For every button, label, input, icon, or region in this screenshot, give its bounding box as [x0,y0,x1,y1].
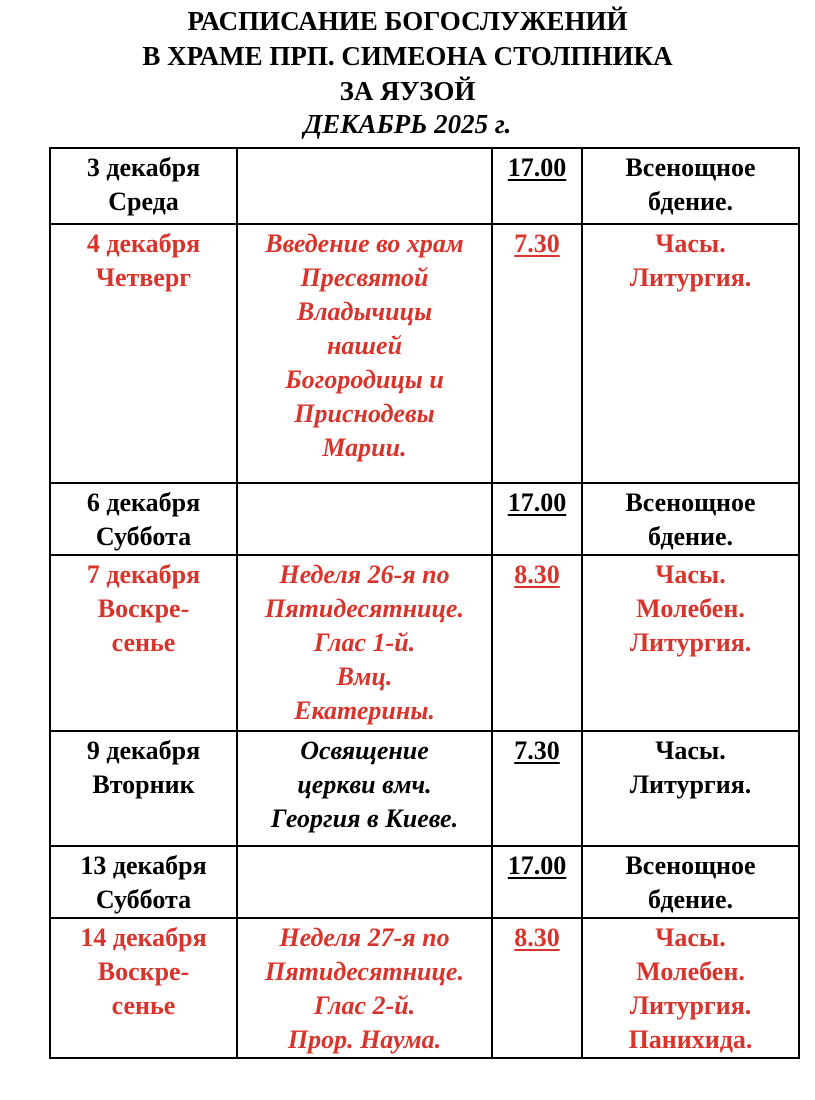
date-text: 7 декабря [86,560,201,589]
service-time: 17.00 [507,488,567,517]
weekday-text: Четверг [95,263,192,292]
feast-text: Вмц. [336,662,393,691]
date-cell [50,483,237,555]
service-text: Часы. [655,229,726,258]
feast-text: Прор. Наума. [287,1025,442,1054]
service-cell [582,224,799,483]
service-text: бдение. [647,187,734,216]
feast-text: Введение во храм [265,229,464,258]
feast-cell [237,483,492,555]
schedule-header [0,4,815,139]
weekday-text: сенье [111,628,176,657]
weekday-text: Среда [108,187,179,216]
feast-text: Георгия в Киеве. [270,804,459,833]
feast-text: Неделя 26-я по [279,560,450,589]
feast-text: Неделя 27-я по [279,923,450,952]
time-cell [492,148,582,224]
header-title-line-1: РАСПИСАНИЕ БОГОСЛУЖЕНИЙ [187,6,628,36]
service-text: Часы. [655,923,726,952]
service-time: 7.30 [514,229,560,258]
feast-text: Приснодевы [294,399,435,428]
header-month: ДЕКАБРЬ 2025 г. [303,109,512,139]
time-cell [492,731,582,846]
date-text: 13 декабря [80,851,207,880]
schedule-row [50,483,799,555]
date-cell [50,846,237,918]
header-title-line-3: ЗА ЯУЗОЙ [339,76,476,106]
feast-text: нашей [326,331,403,360]
schedule-row [50,731,799,846]
feast-cell [237,555,492,731]
feast-text: Богородицы и [285,365,444,394]
service-text: Литургия. [629,991,752,1020]
time-cell [492,555,582,731]
schedule-row [50,148,799,224]
service-text: Часы. [655,560,726,589]
feast-text: Глас 2-й. [313,991,416,1020]
date-text: 9 декабря [86,736,201,765]
header-title-line-2: В ХРАМЕ ПРП. СИМЕОНА СТОЛПНИКА [142,41,673,71]
date-text: 6 декабря [86,488,201,517]
feast-text: церкви вмч. [297,770,432,799]
date-cell [50,731,237,846]
time-cell [492,483,582,555]
service-text: Молебен. [636,594,745,623]
service-text: Всенощное [625,488,756,517]
schedule-row [50,918,799,1058]
service-cell [582,148,799,224]
weekday-text: Вторник [92,770,195,799]
service-time: 8.30 [514,560,560,589]
date-cell [50,148,237,224]
service-cell [582,555,799,731]
service-time: 8.30 [514,923,560,952]
feast-cell [237,846,492,918]
service-cell [582,731,799,846]
service-text: Литургия. [629,263,752,292]
feast-text: Екатерины. [294,696,435,725]
feast-text: Пресвятой [300,263,429,292]
service-text: Панихида. [628,1025,753,1054]
service-text: Часы. [655,736,726,765]
service-cell [582,918,799,1058]
feast-text: Освящение [300,736,429,765]
service-time: 17.00 [507,153,567,182]
feast-text: Марии. [322,433,407,462]
weekday-text: Суббота [95,885,192,914]
service-cell [582,483,799,555]
service-text: Всенощное [625,851,756,880]
service-text: Всенощное [625,153,756,182]
service-text: Литургия. [629,770,752,799]
weekday-text: Воскре- [97,957,190,986]
date-cell [50,555,237,731]
date-cell [50,224,237,483]
feast-text: Пятидесятнице. [265,957,464,986]
feast-cell [237,918,492,1058]
service-time: 7.30 [514,736,560,765]
service-text: Молебен. [636,957,745,986]
date-text: 3 декабря [86,153,201,182]
date-text: 4 декабря [86,229,201,258]
feast-cell [237,731,492,846]
service-text: бдение. [647,885,734,914]
date-text: 14 декабря [80,923,207,952]
feast-text: Глас 1-й. [313,628,416,657]
service-text: бдение. [647,522,734,551]
weekday-text: сенье [111,991,176,1020]
weekday-text: Суббота [95,522,192,551]
date-cell [50,918,237,1058]
time-cell [492,918,582,1058]
feast-text: Владычицы [296,297,433,326]
schedule-row [50,224,799,483]
feast-cell [237,224,492,483]
time-cell [492,224,582,483]
schedule-table [49,147,800,1059]
service-time: 17.00 [507,851,567,880]
feast-text: Пятидесятнице. [265,594,464,623]
schedule-row [50,555,799,731]
service-text: Литургия. [629,628,752,657]
schedule-row [50,846,799,918]
feast-cell [237,148,492,224]
service-cell [582,846,799,918]
weekday-text: Воскре- [97,594,190,623]
time-cell [492,846,582,918]
